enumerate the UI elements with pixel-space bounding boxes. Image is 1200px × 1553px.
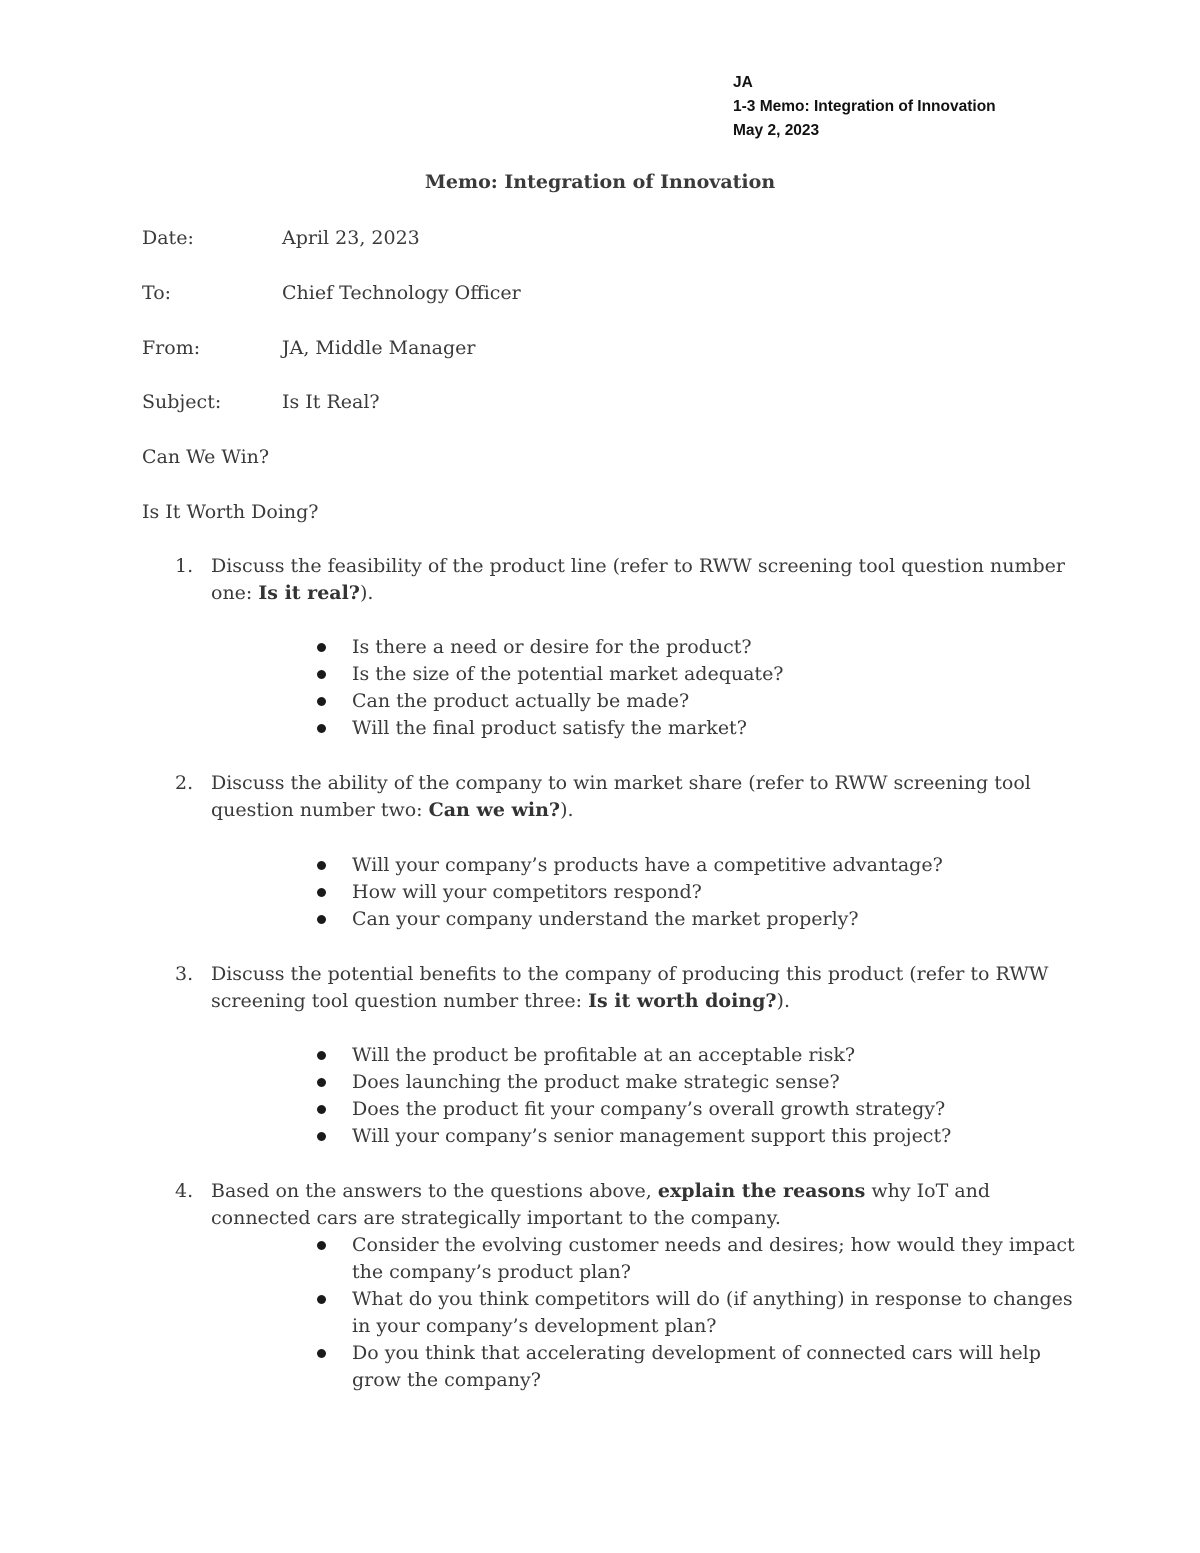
question-1-bullets — [316, 634, 1076, 742]
question-number: 1. — [175, 555, 194, 577]
list-item: What do you think competitors will do (if anything) in response to changes in your company’s development plan? — [316, 1286, 1076, 1340]
question-bold: Is it worth doing? — [588, 990, 777, 1012]
field-value: April 23, 2023 — [282, 227, 420, 249]
list-item: Will your company’s senior management support this project? — [316, 1123, 1076, 1150]
field-date — [142, 225, 420, 251]
list-item: Do you think that accelerating development of connected cars will help grow the company? — [316, 1340, 1076, 1394]
field-label: Date: — [142, 227, 194, 249]
question-text: Discuss the ability of the company to win market share (refer to RWW screening tool question number two: Can we win?). — [211, 772, 1031, 821]
question-4 — [175, 1178, 1075, 1232]
list-item: How will your competitors respond? — [316, 879, 1076, 906]
field-to — [142, 280, 521, 306]
header-author: JA — [733, 74, 753, 91]
question-text: Discuss the potential benefits to the company of producing this product (refer to RWW screening tool question number three: Is it worth doing?). — [211, 963, 1049, 1012]
question-text: Based on the answers to the questions above, explain the reasons why IoT and connected cars are strategically important to the company. — [211, 1180, 991, 1229]
question-2 — [175, 770, 1075, 824]
question-3 — [175, 961, 1075, 1015]
question-number: 3. — [175, 963, 194, 985]
list-item: Will the product be profitable at an acceptable risk? — [316, 1042, 1076, 1069]
list-item: Does launching the product make strategic sense? — [316, 1069, 1076, 1096]
question-number: 4. — [175, 1180, 194, 1202]
line-worth-doing: Is It Worth Doing? — [142, 501, 319, 523]
question-text: Discuss the feasibility of the product line (refer to RWW screening tool question number one: Is it real?). — [211, 555, 1065, 604]
question-bold: Can we win? — [428, 799, 561, 821]
field-value: Chief Technology Officer — [282, 282, 521, 304]
field-value: Is It Real? — [282, 391, 380, 413]
header-block — [733, 71, 996, 143]
list-item: Does the product fit your company’s overall growth strategy? — [316, 1096, 1076, 1123]
header-date: May 2, 2023 — [733, 122, 820, 139]
field-value: JA, Middle Manager — [282, 337, 476, 359]
list-item: Will the final product satisfy the market? — [316, 715, 1076, 742]
question-2-bullets — [316, 852, 1076, 933]
question-3-bullets — [316, 1042, 1076, 1150]
question-number: 2. — [175, 772, 194, 794]
list-item: Can your company understand the market properly? — [316, 906, 1076, 933]
question-bold: explain the reasons — [657, 1180, 866, 1202]
list-item: Will your company’s products have a competitive advantage? — [316, 852, 1076, 879]
header-assignment: 1-3 Memo: Integration of Innovation — [733, 98, 996, 115]
question-1 — [175, 553, 1075, 607]
list-item: Is there a need or desire for the product? — [316, 634, 1076, 661]
list-item: Is the size of the potential market adequate? — [316, 661, 1076, 688]
line-can-we-win: Can We Win? — [142, 446, 270, 468]
memo-title: Memo: Integration of Innovation — [424, 171, 776, 193]
question-bold: Is it real? — [258, 582, 360, 604]
field-label: Subject: — [142, 391, 222, 413]
field-from — [142, 335, 475, 361]
list-item: Consider the evolving customer needs and desires; how would they impact the company’s product plan? — [316, 1232, 1076, 1286]
field-label: From: — [142, 337, 201, 359]
list-item: Can the product actually be made? — [316, 688, 1076, 715]
field-label: To: — [142, 282, 172, 304]
question-4-bullets — [316, 1232, 1076, 1394]
field-subject — [142, 389, 380, 415]
